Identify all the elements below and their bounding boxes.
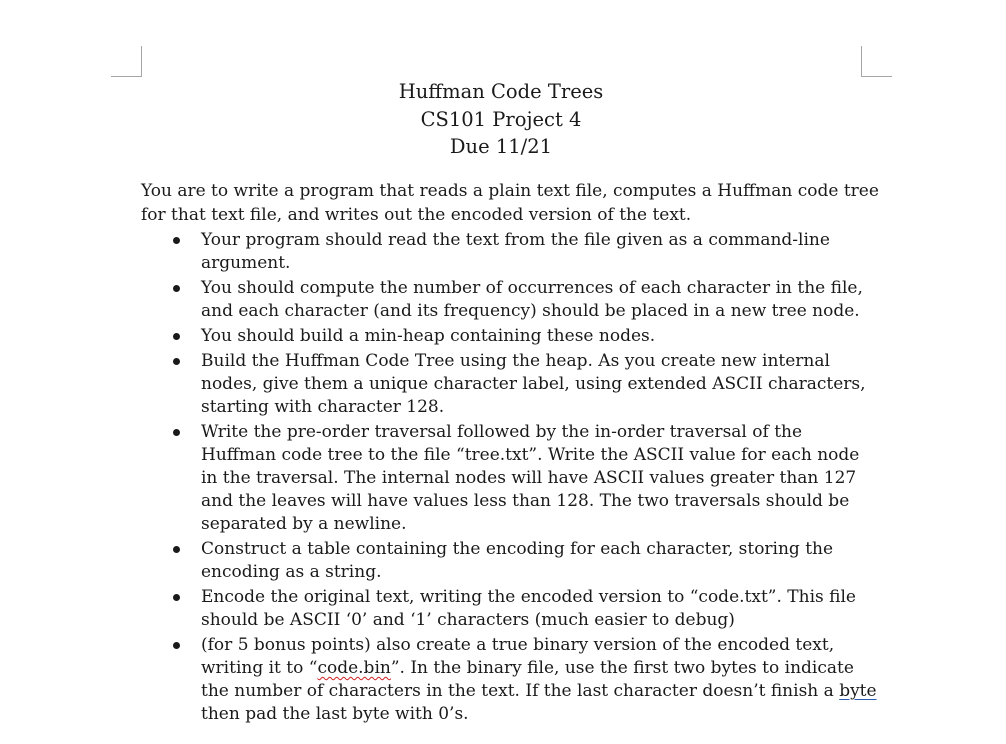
list-item-line: encoding as a string. xyxy=(201,562,382,582)
bullet-icon xyxy=(173,642,180,649)
list-item xyxy=(141,277,871,323)
list-item-line: the number of characters in the text. If the last character doesn’t finish a byte xyxy=(201,681,877,701)
list-item xyxy=(141,586,871,632)
list-item-line: Huffman code tree to the file “tree.txt”. Write the ASCII value for each node xyxy=(201,445,860,465)
list-item-line: Write the pre-order traversal followed by the in-order traversal of the xyxy=(201,422,803,442)
bullet-icon xyxy=(173,429,180,436)
intro-line: for that text file, and writes out the encoded version of the text. xyxy=(141,204,692,225)
document-title: Huffman Code Trees xyxy=(398,80,604,103)
page-corner-mark-top-right xyxy=(861,46,892,77)
list-item xyxy=(141,350,871,419)
list-item-line: writing it to “code.bin”. In the binary file, use the first two bytes to indicate xyxy=(201,658,854,678)
bullet-icon xyxy=(173,546,180,553)
list-item-line: Construct a table containing the encoding for each character, storing the xyxy=(201,539,834,559)
bullet-icon xyxy=(173,285,180,292)
intro-paragraph xyxy=(141,180,879,227)
bullet-icon xyxy=(173,333,180,340)
page-corner-mark-top-left xyxy=(111,46,142,77)
bullet-icon xyxy=(173,237,180,244)
list-item xyxy=(141,538,871,584)
intro-line: You are to write a program that reads a plain text file, computes a Huffman code tree xyxy=(141,181,879,201)
list-item-line: and each character (and its frequency) should be placed in a new tree node. xyxy=(201,301,860,321)
list-item-line: should be ASCII ‘0’ and ‘1’ characters (much easier to debug) xyxy=(201,610,735,630)
list-item-line: in the traversal. The internal nodes will have ASCII values greater than 127 xyxy=(201,468,857,488)
list-item xyxy=(141,634,877,726)
document-due-date: Due 11/21 xyxy=(449,135,553,158)
list-item xyxy=(141,421,871,536)
list-item-line: nodes, give them a unique character label, using extended ASCII characters, xyxy=(201,374,866,394)
underlined-word: byte xyxy=(839,681,877,701)
list-item-line: separated by a newline. xyxy=(201,514,407,534)
bullet-icon xyxy=(173,594,180,601)
list-item-line: (for 5 bonus points) also create a true binary version of the encoded text, xyxy=(201,635,835,655)
list-item xyxy=(141,229,871,275)
list-item-line: and the leaves will have values less than 128. The two traversals should be xyxy=(201,491,850,511)
document-title-block xyxy=(141,78,861,161)
list-item-line: Encode the original text, writing the encoded version to “code.txt”. This file xyxy=(201,587,856,607)
list-item-line: You should compute the number of occurrences of each character in the file, xyxy=(201,278,863,298)
list-item-line: Your program should read the text from the file given as a command-line xyxy=(201,230,830,250)
list-item xyxy=(141,325,871,348)
spelling-flagged-word: code.bin xyxy=(317,658,391,678)
list-item-line: Build the Huffman Code Tree using the heap. As you create new internal xyxy=(201,351,830,371)
list-item-line: argument. xyxy=(201,253,291,273)
document-course: CS101 Project 4 xyxy=(420,107,582,131)
list-item-line: starting with character 128. xyxy=(201,397,445,417)
list-item-line: then pad the last byte with 0’s. xyxy=(201,704,469,724)
bullet-icon xyxy=(173,358,180,365)
list-item-line: You should build a min-heap containing these nodes. xyxy=(201,326,656,346)
requirements-list xyxy=(141,229,877,728)
